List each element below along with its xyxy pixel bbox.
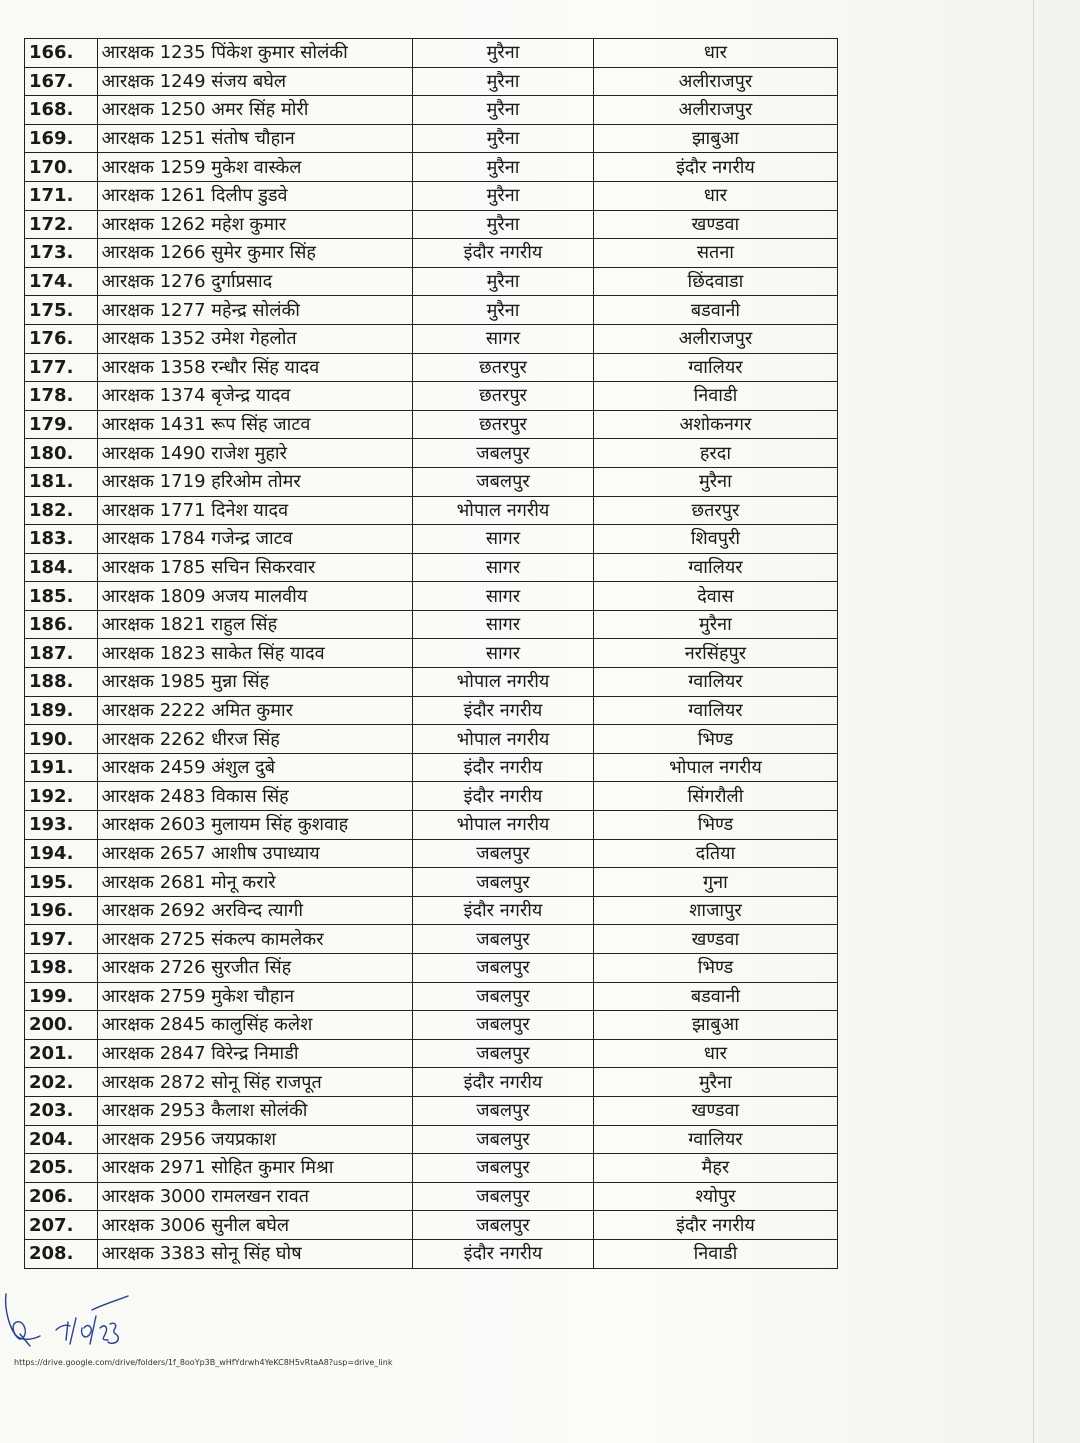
current-posting-cell: भोपाल नगरीय bbox=[413, 811, 594, 840]
constable-name-cell: आरक्षक 1235 पिंकेश कुमार सोलंकी bbox=[97, 39, 413, 68]
table-row bbox=[25, 96, 838, 125]
serial-number-cell: 167. bbox=[25, 67, 98, 96]
current-posting-cell: इंदौर नगरीय bbox=[413, 896, 594, 925]
current-posting-cell: सागर bbox=[413, 582, 594, 611]
serial-number-cell: 185. bbox=[25, 582, 98, 611]
current-posting-cell: भोपाल नगरीय bbox=[413, 496, 594, 525]
current-posting-cell: जबलपुर bbox=[413, 1096, 594, 1125]
serial-number-cell: 180. bbox=[25, 439, 98, 468]
serial-number-cell: 176. bbox=[25, 324, 98, 353]
serial-number-cell: 193. bbox=[25, 811, 98, 840]
transfer-destination-cell: मुरैना bbox=[593, 1068, 837, 1097]
current-posting-cell: मुरैना bbox=[413, 153, 594, 182]
serial-number-cell: 181. bbox=[25, 467, 98, 496]
current-posting-cell: इंदौर नगरीय bbox=[413, 782, 594, 811]
constable-name-cell: आरक्षक 1262 महेश कुमार bbox=[97, 210, 413, 239]
constable-name-cell: आरक्षक 1823 साकेत सिंह यादव bbox=[97, 639, 413, 668]
serial-number-cell: 200. bbox=[25, 1011, 98, 1040]
transfer-destination-cell: अलीराजपुर bbox=[593, 96, 837, 125]
transfer-destination-cell: निवाडी bbox=[593, 382, 837, 411]
current-posting-cell: इंदौर नगरीय bbox=[413, 239, 594, 268]
table-row bbox=[25, 982, 838, 1011]
transfer-destination-cell: झाबुआ bbox=[593, 1011, 837, 1040]
serial-number-cell: 195. bbox=[25, 868, 98, 897]
current-posting-cell: जबलपुर bbox=[413, 439, 594, 468]
transfer-destination-cell: शाजापुर bbox=[593, 896, 837, 925]
table-row bbox=[25, 1096, 838, 1125]
serial-number-cell: 187. bbox=[25, 639, 98, 668]
serial-number-cell: 206. bbox=[25, 1182, 98, 1211]
serial-number-cell: 207. bbox=[25, 1211, 98, 1240]
serial-number-cell: 189. bbox=[25, 696, 98, 725]
table-row bbox=[25, 382, 838, 411]
constable-name-cell: आरक्षक 1266 सुमेर कुमार सिंह bbox=[97, 239, 413, 268]
transfer-destination-cell: झाबुआ bbox=[593, 124, 837, 153]
transfer-destination-cell: देवास bbox=[593, 582, 837, 611]
constable-name-cell: आरक्षक 1261 दिलीप डुडवे bbox=[97, 181, 413, 210]
current-posting-cell: इंदौर नगरीय bbox=[413, 696, 594, 725]
constable-name-cell: आरक्षक 1276 दुर्गाप्रसाद bbox=[97, 267, 413, 296]
current-posting-cell: जबलपुर bbox=[413, 1039, 594, 1068]
transfer-list-table bbox=[24, 38, 838, 1269]
transfer-destination-cell: सतना bbox=[593, 239, 837, 268]
constable-name-cell: आरक्षक 2681 मोनू करारे bbox=[97, 868, 413, 897]
serial-number-cell: 174. bbox=[25, 267, 98, 296]
current-posting-cell: जबलपुर bbox=[413, 925, 594, 954]
table-row bbox=[25, 1182, 838, 1211]
table-row bbox=[25, 954, 838, 983]
constable-name-cell: आरक्षक 1259 मुकेश वास्केल bbox=[97, 153, 413, 182]
transfer-destination-cell: शिवपुरी bbox=[593, 525, 837, 554]
constable-name-cell: आरक्षक 1374 बृजेन्द्र यादव bbox=[97, 382, 413, 411]
serial-number-cell: 166. bbox=[25, 39, 98, 68]
current-posting-cell: मुरैना bbox=[413, 124, 594, 153]
serial-number-cell: 184. bbox=[25, 553, 98, 582]
serial-number-cell: 194. bbox=[25, 839, 98, 868]
transfer-destination-cell: ग्वालियर bbox=[593, 696, 837, 725]
current-posting-cell: मुरैना bbox=[413, 39, 594, 68]
constable-name-cell: आरक्षक 3000 रामलखन रावत bbox=[97, 1182, 413, 1211]
table-row bbox=[25, 696, 838, 725]
transfer-destination-cell: निवाडी bbox=[593, 1239, 837, 1268]
transfer-destination-cell: ग्वालियर bbox=[593, 668, 837, 697]
transfer-destination-cell: भिण्ड bbox=[593, 725, 837, 754]
transfer-destination-cell: धार bbox=[593, 181, 837, 210]
transfer-destination-cell: ग्वालियर bbox=[593, 1125, 837, 1154]
page-fold-line bbox=[1033, 0, 1034, 1443]
constable-name-cell: आरक्षक 2956 जयप्रकाश bbox=[97, 1125, 413, 1154]
transfer-destination-cell: छिंदवाडा bbox=[593, 267, 837, 296]
current-posting-cell: जबलपुर bbox=[413, 982, 594, 1011]
serial-number-cell: 186. bbox=[25, 610, 98, 639]
current-posting-cell: इंदौर नगरीय bbox=[413, 1239, 594, 1268]
transfer-destination-cell: छतरपुर bbox=[593, 496, 837, 525]
transfer-destination-cell: हरदा bbox=[593, 439, 837, 468]
serial-number-cell: 177. bbox=[25, 353, 98, 382]
transfer-destination-cell: अलीराजपुर bbox=[593, 67, 837, 96]
current-posting-cell: मुरैना bbox=[413, 267, 594, 296]
constable-name-cell: आरक्षक 1719 हरिओम तोमर bbox=[97, 467, 413, 496]
table-row bbox=[25, 868, 838, 897]
serial-number-cell: 173. bbox=[25, 239, 98, 268]
constable-name-cell: आरक्षक 1431 रूप सिंह जाटव bbox=[97, 410, 413, 439]
current-posting-cell: जबलपुर bbox=[413, 1125, 594, 1154]
transfer-destination-cell: खण्डवा bbox=[593, 925, 837, 954]
handwritten-signature bbox=[0, 1288, 140, 1360]
constable-name-cell: आरक्षक 1784 गजेन्द्र जाटव bbox=[97, 525, 413, 554]
serial-number-cell: 196. bbox=[25, 896, 98, 925]
transfer-destination-cell: ग्वालियर bbox=[593, 353, 837, 382]
constable-name-cell: आरक्षक 2725 संकल्प कामलेकर bbox=[97, 925, 413, 954]
transfer-destination-cell: बडवानी bbox=[593, 296, 837, 325]
constable-name-cell: आरक्षक 2953 कैलाश सोलंकी bbox=[97, 1096, 413, 1125]
current-posting-cell: जबलपुर bbox=[413, 1182, 594, 1211]
table-row bbox=[25, 39, 838, 68]
table-row bbox=[25, 639, 838, 668]
serial-number-cell: 191. bbox=[25, 753, 98, 782]
constable-name-cell: आरक्षक 1809 अजय मालवीय bbox=[97, 582, 413, 611]
constable-name-cell: आरक्षक 2971 सोहित कुमार मिश्रा bbox=[97, 1154, 413, 1183]
constable-name-cell: आरक्षक 1352 उमेश गेहलोत bbox=[97, 324, 413, 353]
serial-number-cell: 171. bbox=[25, 181, 98, 210]
table-row bbox=[25, 1068, 838, 1097]
current-posting-cell: जबलपुर bbox=[413, 1211, 594, 1240]
constable-name-cell: आरक्षक 2845 कालुसिंह कलेश bbox=[97, 1011, 413, 1040]
serial-number-cell: 197. bbox=[25, 925, 98, 954]
constable-name-cell: आरक्षक 2692 अरविन्द त्यागी bbox=[97, 896, 413, 925]
constable-name-cell: आरक्षक 1358 रन्धौर सिंह यादव bbox=[97, 353, 413, 382]
current-posting-cell: सागर bbox=[413, 553, 594, 582]
transfer-destination-cell: गुना bbox=[593, 868, 837, 897]
current-posting-cell: जबलपुर bbox=[413, 1154, 594, 1183]
serial-number-cell: 205. bbox=[25, 1154, 98, 1183]
current-posting-cell: छतरपुर bbox=[413, 353, 594, 382]
table-row bbox=[25, 553, 838, 582]
table-row bbox=[25, 725, 838, 754]
constable-name-cell: आरक्षक 3383 सोनू सिंह घोष bbox=[97, 1239, 413, 1268]
transfer-destination-cell: बडवानी bbox=[593, 982, 837, 1011]
constable-name-cell: आरक्षक 2222 अमित कुमार bbox=[97, 696, 413, 725]
table-row bbox=[25, 210, 838, 239]
serial-number-cell: 169. bbox=[25, 124, 98, 153]
constable-name-cell: आरक्षक 1490 राजेश मुहारे bbox=[97, 439, 413, 468]
current-posting-cell: जबलपुर bbox=[413, 1011, 594, 1040]
transfer-destination-cell: अशोकनगर bbox=[593, 410, 837, 439]
transfer-destination-cell: नरसिंहपुर bbox=[593, 639, 837, 668]
constable-name-cell: आरक्षक 2657 आशीष उपाध्याय bbox=[97, 839, 413, 868]
current-posting-cell: छतरपुर bbox=[413, 382, 594, 411]
transfer-destination-cell: भोपाल नगरीय bbox=[593, 753, 837, 782]
table-row bbox=[25, 753, 838, 782]
table-row bbox=[25, 239, 838, 268]
serial-number-cell: 172. bbox=[25, 210, 98, 239]
current-posting-cell: सागर bbox=[413, 525, 594, 554]
constable-name-cell: आरक्षक 2262 धीरज सिंह bbox=[97, 725, 413, 754]
constable-name-cell: आरक्षक 1771 दिनेश यादव bbox=[97, 496, 413, 525]
current-posting-cell: सागर bbox=[413, 324, 594, 353]
serial-number-cell: 175. bbox=[25, 296, 98, 325]
transfer-destination-cell: खण्डवा bbox=[593, 210, 837, 239]
current-posting-cell: मुरैना bbox=[413, 96, 594, 125]
serial-number-cell: 168. bbox=[25, 96, 98, 125]
serial-number-cell: 170. bbox=[25, 153, 98, 182]
transfer-destination-cell: अलीराजपुर bbox=[593, 324, 837, 353]
table-row bbox=[25, 67, 838, 96]
table-row bbox=[25, 153, 838, 182]
current-posting-cell: सागर bbox=[413, 610, 594, 639]
current-posting-cell: इंदौर नगरीय bbox=[413, 1068, 594, 1097]
table-row bbox=[25, 410, 838, 439]
serial-number-cell: 178. bbox=[25, 382, 98, 411]
table-row bbox=[25, 1154, 838, 1183]
transfer-destination-cell: भिण्ड bbox=[593, 811, 837, 840]
table-row bbox=[25, 124, 838, 153]
table-row bbox=[25, 467, 838, 496]
transfer-destination-cell: दतिया bbox=[593, 839, 837, 868]
serial-number-cell: 179. bbox=[25, 410, 98, 439]
constable-name-cell: आरक्षक 3006 सुनील बघेल bbox=[97, 1211, 413, 1240]
table-row bbox=[25, 582, 838, 611]
table-row bbox=[25, 1039, 838, 1068]
constable-name-cell: आरक्षक 1821 राहुल सिंह bbox=[97, 610, 413, 639]
constable-name-cell: आरक्षक 1985 मुन्ना सिंह bbox=[97, 668, 413, 697]
table-row bbox=[25, 525, 838, 554]
table-row bbox=[25, 181, 838, 210]
serial-number-cell: 203. bbox=[25, 1096, 98, 1125]
current-posting-cell: जबलपुर bbox=[413, 467, 594, 496]
serial-number-cell: 204. bbox=[25, 1125, 98, 1154]
transfer-destination-cell: ग्वालियर bbox=[593, 553, 837, 582]
serial-number-cell: 183. bbox=[25, 525, 98, 554]
constable-name-cell: आरक्षक 2872 सोनू सिंह राजपूत bbox=[97, 1068, 413, 1097]
constable-name-cell: आरक्षक 2759 मुकेश चौहान bbox=[97, 982, 413, 1011]
serial-number-cell: 199. bbox=[25, 982, 98, 1011]
constable-name-cell: आरक्षक 2603 मुलायम सिंह कुशवाह bbox=[97, 811, 413, 840]
table-row bbox=[25, 1125, 838, 1154]
constable-name-cell: आरक्षक 1250 अमर सिंह मोरी bbox=[97, 96, 413, 125]
transfer-destination-cell: इंदौर नगरीय bbox=[593, 1211, 837, 1240]
table-row bbox=[25, 668, 838, 697]
transfer-destination-cell: धार bbox=[593, 1039, 837, 1068]
current-posting-cell: मुरैना bbox=[413, 181, 594, 210]
table-row bbox=[25, 1239, 838, 1268]
serial-number-cell: 192. bbox=[25, 782, 98, 811]
constable-name-cell: आरक्षक 1249 संजय बघेल bbox=[97, 67, 413, 96]
serial-number-cell: 208. bbox=[25, 1239, 98, 1268]
table-row bbox=[25, 925, 838, 954]
serial-number-cell: 182. bbox=[25, 496, 98, 525]
constable-name-cell: आरक्षक 1277 महेन्द्र सोलंकी bbox=[97, 296, 413, 325]
serial-number-cell: 198. bbox=[25, 954, 98, 983]
current-posting-cell: भोपाल नगरीय bbox=[413, 725, 594, 754]
transfer-destination-cell: इंदौर नगरीय bbox=[593, 153, 837, 182]
table-row bbox=[25, 324, 838, 353]
table-row bbox=[25, 896, 838, 925]
table-row bbox=[25, 296, 838, 325]
table-row bbox=[25, 439, 838, 468]
current-posting-cell: छतरपुर bbox=[413, 410, 594, 439]
table-row bbox=[25, 353, 838, 382]
transfer-destination-cell: खण्डवा bbox=[593, 1096, 837, 1125]
constable-name-cell: आरक्षक 2459 अंशुल दुबे bbox=[97, 753, 413, 782]
table-row bbox=[25, 1011, 838, 1040]
current-posting-cell: जबलपुर bbox=[413, 868, 594, 897]
table-row bbox=[25, 839, 838, 868]
drive-link-text: https://drive.google.com/drive/folders/1f_8ooYp3B_wHfYdrwh4YeKC8H5vRtaA8?usp=drive_link bbox=[14, 1358, 393, 1367]
transfer-destination-cell: मैहर bbox=[593, 1154, 837, 1183]
table-row bbox=[25, 782, 838, 811]
transfer-destination-cell: मुरैना bbox=[593, 610, 837, 639]
serial-number-cell: 188. bbox=[25, 668, 98, 697]
constable-name-cell: आरक्षक 1251 संतोष चौहान bbox=[97, 124, 413, 153]
constable-name-cell: आरक्षक 1785 सचिन सिकरवार bbox=[97, 553, 413, 582]
transfer-list-body bbox=[25, 39, 838, 1269]
serial-number-cell: 190. bbox=[25, 725, 98, 754]
current-posting-cell: सागर bbox=[413, 639, 594, 668]
transfer-destination-cell: श्योपुर bbox=[593, 1182, 837, 1211]
current-posting-cell: जबलपुर bbox=[413, 839, 594, 868]
constable-name-cell: आरक्षक 2726 सुरजीत सिंह bbox=[97, 954, 413, 983]
table-row bbox=[25, 267, 838, 296]
serial-number-cell: 202. bbox=[25, 1068, 98, 1097]
table-row bbox=[25, 610, 838, 639]
current-posting-cell: जबलपुर bbox=[413, 954, 594, 983]
constable-name-cell: आरक्षक 2483 विकास सिंह bbox=[97, 782, 413, 811]
transfer-destination-cell: धार bbox=[593, 39, 837, 68]
current-posting-cell: मुरैना bbox=[413, 67, 594, 96]
table-row bbox=[25, 1211, 838, 1240]
transfer-destination-cell: सिंगरौली bbox=[593, 782, 837, 811]
table-row bbox=[25, 811, 838, 840]
table-row bbox=[25, 496, 838, 525]
current-posting-cell: मुरैना bbox=[413, 210, 594, 239]
current-posting-cell: मुरैना bbox=[413, 296, 594, 325]
current-posting-cell: भोपाल नगरीय bbox=[413, 668, 594, 697]
constable-name-cell: आरक्षक 2847 विरेन्द्र निमाडी bbox=[97, 1039, 413, 1068]
current-posting-cell: इंदौर नगरीय bbox=[413, 753, 594, 782]
serial-number-cell: 201. bbox=[25, 1039, 98, 1068]
transfer-destination-cell: भिण्ड bbox=[593, 954, 837, 983]
transfer-destination-cell: मुरैना bbox=[593, 467, 837, 496]
